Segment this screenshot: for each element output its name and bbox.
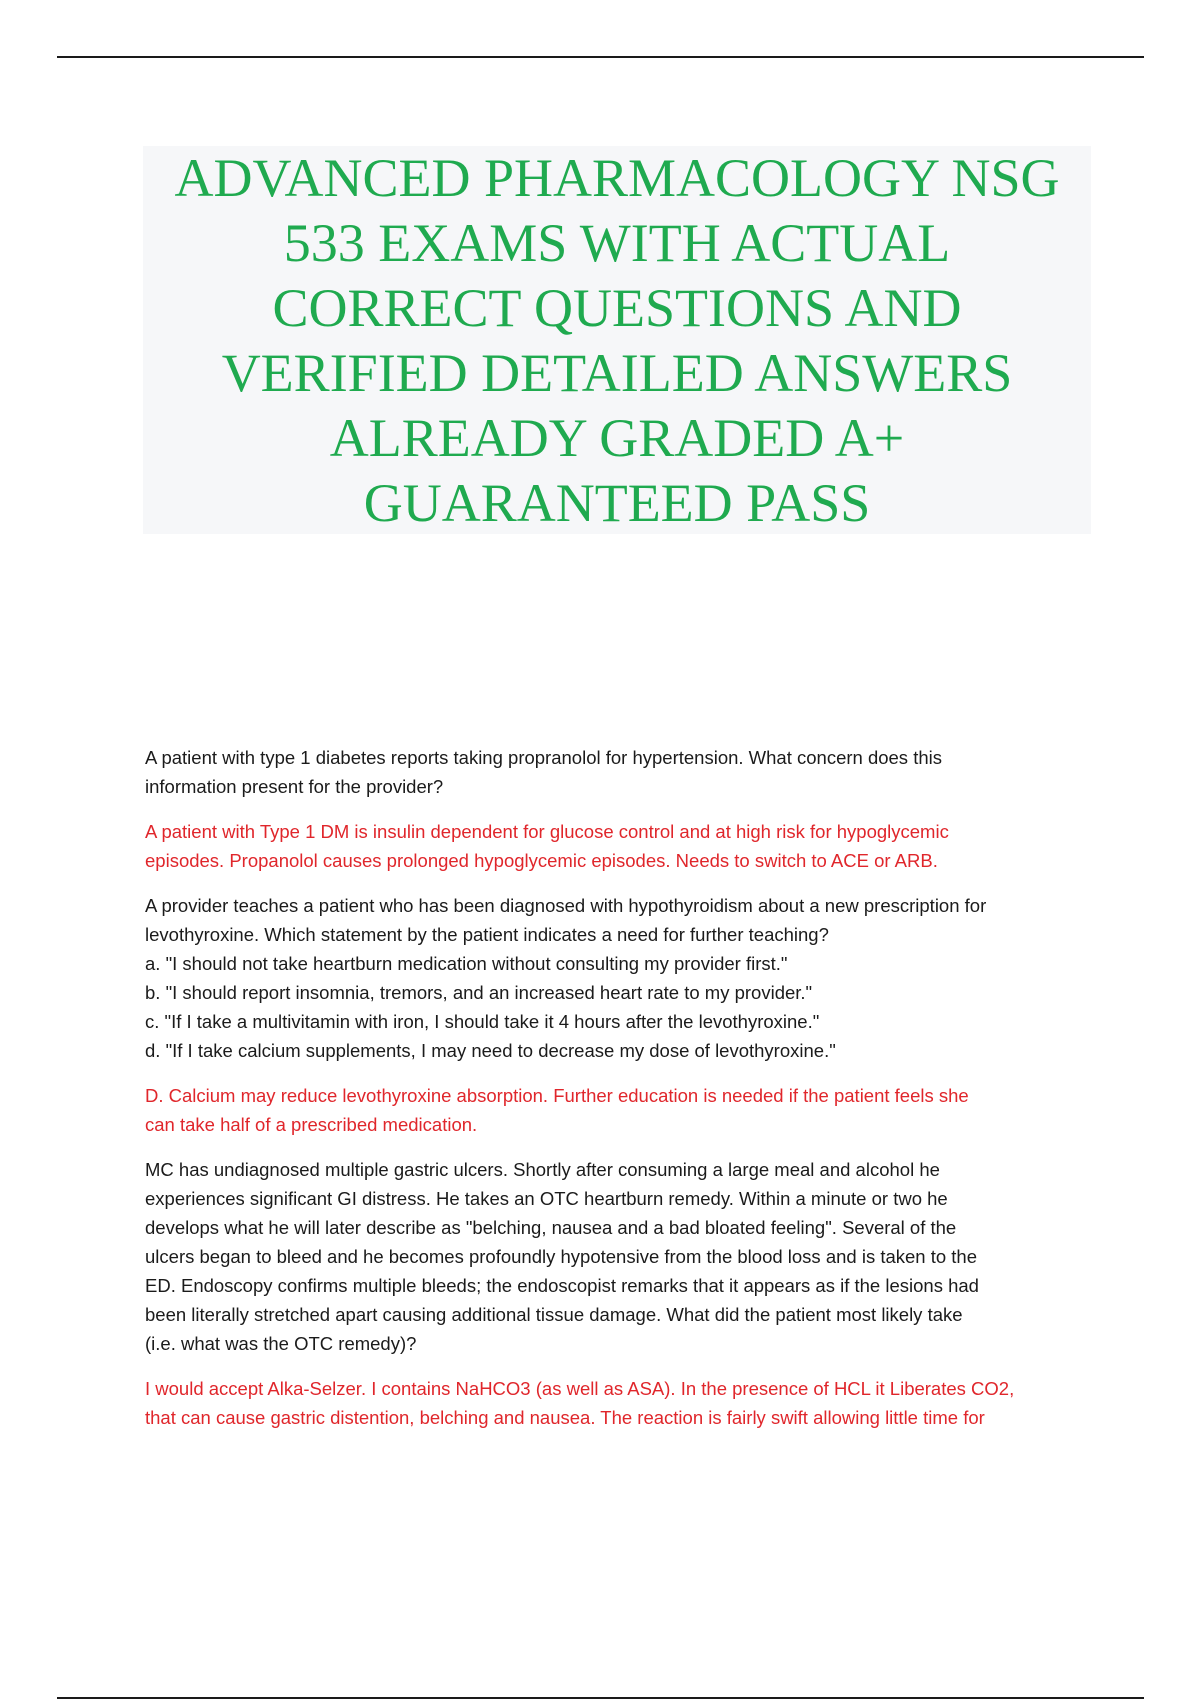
answer-2: [145, 1081, 1090, 1139]
bottom-rule: [57, 1697, 1144, 1699]
question-line: ED. Endoscopy confirms multiple bleeds; the endoscopist remarks that it appears as if the lesions had: [145, 1275, 979, 1296]
question-2: [145, 891, 1090, 1065]
document-title: [143, 146, 1091, 536]
qa-content: [145, 743, 1090, 1448]
question-line: A provider teaches a patient who has been diagnosed with hypothyroidism about a new prescription for: [145, 895, 987, 916]
answer-line: can take half of a prescribed medication.: [145, 1114, 478, 1135]
answer-3: [145, 1374, 1090, 1432]
question-line: A patient with type 1 diabetes reports taking propranolol for hypertension. What concern does this: [145, 747, 942, 768]
question-line: been literally stretched apart causing additional tissue damage. What did the patient most likely take: [145, 1304, 963, 1325]
title-line: CORRECT QUESTIONS AND: [272, 278, 962, 338]
question-line: (i.e. what was the OTC remedy)?: [145, 1333, 417, 1354]
top-rule: [57, 56, 1144, 58]
question-option: d. "If I take calcium supplements, I may need to decrease my dose of levothyroxine.": [145, 1040, 836, 1061]
question-line: ulcers began to bleed and he becomes profoundly hypotensive from the blood loss and is taken to the: [145, 1246, 978, 1267]
title-line: ALREADY GRADED A+: [329, 408, 905, 468]
answer-line: that can cause gastric distention, belching and nausea. The reaction is fairly swift allowing little time for: [145, 1407, 985, 1428]
question-option: c. "If I take a multivitamin with iron, I should take it 4 hours after the levothyroxine.": [145, 1011, 820, 1032]
question-line: levothyroxine. Which statement by the patient indicates a need for further teaching?: [145, 924, 829, 945]
title-line: VERIFIED DETAILED ANSWERS: [221, 343, 1013, 403]
question-3: [145, 1155, 1090, 1358]
question-option: b. "I should report insomnia, tremors, and an increased heart rate to my provider.": [145, 982, 813, 1003]
answer-line: A patient with Type 1 DM is insulin dependent for glucose control and at high risk for hypoglycemic: [145, 821, 949, 842]
answer-line: I would accept Alka-Selzer. I contains NaHCO3 (as well as ASA). In the presence of HCL it Liberates CO2,: [145, 1378, 1015, 1399]
title-line: GUARANTEED PASS: [363, 473, 871, 533]
answer-line: D. Calcium may reduce levothyroxine absorption. Further education is needed if the patient feels she: [145, 1085, 969, 1106]
title-banner: [143, 146, 1091, 534]
title-line: ADVANCED PHARMACOLOGY NSG: [174, 148, 1060, 208]
question-line: develops what he will later describe as "belching, nausea and a bad bloated feeling". Several of the: [145, 1217, 957, 1238]
question-option: a. "I should not take heartburn medication without consulting my provider first.": [145, 953, 788, 974]
question-line: information present for the provider?: [145, 776, 444, 797]
question-line: MC has undiagnosed multiple gastric ulcers. Shortly after consuming a large meal and alcohol he: [145, 1159, 940, 1180]
question-1: [145, 743, 1090, 801]
answer-1: [145, 817, 1090, 875]
title-line: 533 EXAMS WITH ACTUAL: [283, 213, 951, 273]
answer-line: episodes. Propanolol causes prolonged hypoglycemic episodes. Needs to switch to ACE or ARB.: [145, 850, 938, 871]
question-line: experiences significant GI distress. He takes an OTC heartburn remedy. Within a minute or two he: [145, 1188, 948, 1209]
